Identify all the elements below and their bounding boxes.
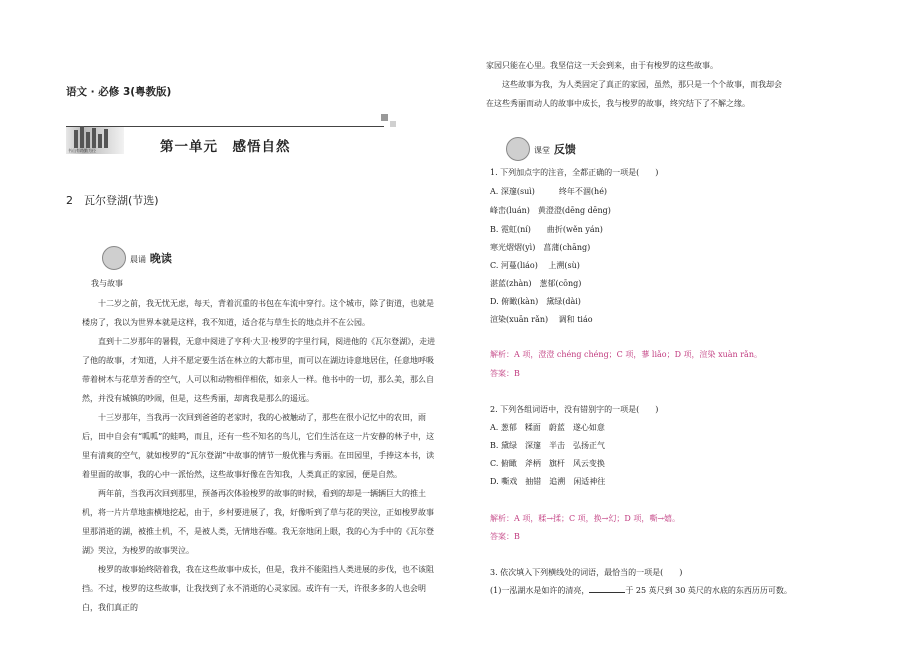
essay-continued [486, 56, 786, 113]
question-stem: 3. 依次填入下列横线处的词语，最恰当的一项是( ) [490, 568, 683, 577]
answer: 答案：B [490, 532, 520, 541]
unit-banner [66, 122, 384, 158]
essay-title: 我与故事 [91, 279, 123, 288]
fill-text: (1)一泓湖水是如许的清亮， [490, 586, 590, 595]
analysis: 解析：A 项，澄澄 chéng chéng；C 项，蓼 liǎo；D 项，渲染 xuàn rǎn。 [490, 350, 762, 359]
option: C. 俯瞰 斧柄 旗杆 风云变换 [490, 459, 605, 468]
option: 渲染(xuān rǎn) 调和 tiáo [490, 315, 593, 324]
badge-big-text: 晚读 [149, 252, 172, 265]
swirl-icon [102, 246, 126, 270]
books-caption: 书山有路勤为径 [68, 148, 96, 153]
corner-square-icon [381, 114, 388, 121]
essay-paragraph: 两年前，当我再次回到那里，预备再次体验梭罗的故事的时候，看到的却是一辆辆巨大的推土机，将一片片草地蛮横地挖起，由于，乡村要进展了，我，好像听到了草与花的哭泣，正如梭罗故事里那消逝的湖，被推土机，不，是被人类，无情地吞噬。我无奈地闭上眼，我的心为手中的《瓦尔登湖》哭泣，为梭罗的故事哭泣。 [82, 489, 434, 555]
analysis: 解析：A 项，糅→揉；C 项，换→幻；D 项，嘶→嬉。 [490, 514, 681, 523]
option: 寒光熠熠(yì) 菖蒲(chāng) [490, 243, 591, 252]
essay-body [82, 294, 438, 617]
option: A. 深邃(suì) 终年不涸(hé) [490, 187, 608, 196]
essay-paragraph: 直到十二岁那年的暑假，无意中阅进了亨利·大卫·梭罗的字里行间，阅进他的《瓦尔登湖》，走进了他的故事，才知道，人并不愿定要生活在林立的大都市里，而可以在湖边诗意地居住，任意地呼吸带着树木与花草芳香的空气，人可以和动物相伴相依，如亲人一样。他书中的一切，那么美，那么自然，并没有城镇的吵闹，但是，这些秀丽，却离我是那么的遥远。 [82, 337, 436, 403]
badge-small-text: 晨诵 [130, 255, 146, 264]
essay-paragraph: 十三岁那年，当我再一次回到爸爸的老家时，我的心被触动了，那些在很小记忆中的农田，雨后，田中自会有“呱呱”的蛙鸣，而且，还有一些不知名的鸟儿，它们生活在这一片安静的林子中，这里有清爽的空气，就如梭罗的“瓦尔登湖”中故事的情节一般优雅与秀丽。在田园里，手捧这本书，读着里面的故事，我的心中一派怡然，这些故事好像在告知我，人类真正的家园，便是自然。 [82, 413, 435, 479]
blank-field [589, 592, 625, 593]
essay-paragraph: 梭罗的故事始终陪着我，我在这些故事中成长，但是，我并不能阻挡人类进展的步伐，也不该阻挡。不过，梭罗的这些故事，让我找到了永不消逝的心灵家园。或许有一天，许很多多的人也会明白，我们真正的 [82, 565, 434, 612]
fill-line [490, 585, 792, 597]
answer: 答案：B [490, 369, 520, 378]
badge-big-text: 反馈 [553, 143, 576, 156]
option: 峰峦(luán) 黄澄澄(dēng dēng) [490, 206, 611, 215]
question-stem: 1. 下列加点字的注音，全都正确的一项是( ) [490, 168, 659, 177]
option: D. 嘶戏 抽错 追溯 闲适神往 [490, 477, 606, 486]
option: A. 葱郁 糅面 蔚蓝 遂心如意 [490, 423, 605, 432]
swirl-icon [506, 137, 530, 161]
option: B. 黛绿 深邃 半击 弘扬正气 [490, 441, 605, 450]
essay-paragraph: 家园只能在心里。我坚信这一天会到来，由于有梭罗的这些故事。 [486, 61, 718, 70]
essay-paragraph: 十二岁之前，我无忧无虑，每天，背着沉重的书包在车流中穿行。这个城市，除了街道，也就是楼房了，我以为世界本就是这样，我不知道，适合花与草生长的地点并不在公园。 [82, 299, 434, 327]
option: D. 俯瞰(kàn) 黛绿(dài) [490, 297, 581, 306]
corner-square-icon [390, 121, 396, 127]
books-icon [66, 127, 124, 154]
option: C. 河蔓(liáo) 上溯(sù) [490, 261, 580, 270]
unit-title: 第一单元 感悟自然 [160, 139, 291, 155]
badge-small-text: 课堂 [534, 146, 550, 155]
lesson-title: 2 瓦尔登湖(节选) [66, 194, 159, 207]
fill-text: 于 25 英尺到 30 英尺的水底的东西历历可数。 [625, 586, 792, 595]
subject-header: 语文 · 必修 3(粤教版) [66, 86, 172, 98]
option: B. 霓虹(ní) 曲折(wěn yán) [490, 225, 603, 234]
question-stem: 2. 下列各组词语中，没有错别字的一项是( ) [490, 405, 659, 414]
option: 湛蓝(zhàn) 葱郁(cōng) [490, 279, 582, 288]
essay-paragraph: 这些故事为我，为人类固定了真正的家园，虽然，那只是一个个故事，而我却会在这些秀丽而动人的故事中成长，我与梭罗的故事，终究结下了不解之缘。 [486, 80, 782, 108]
